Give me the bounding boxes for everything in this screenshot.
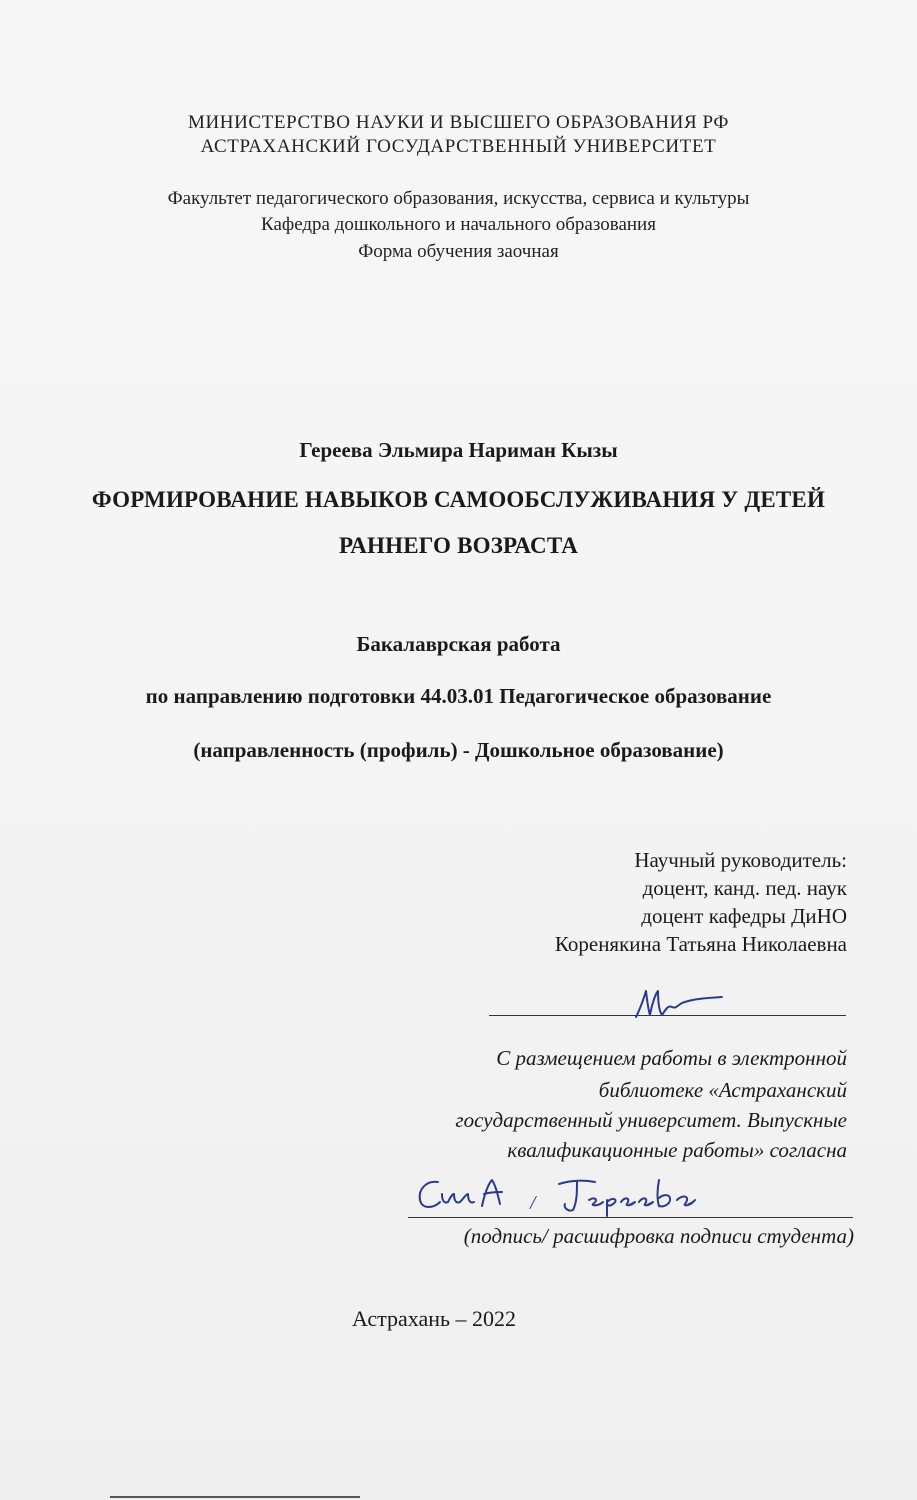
supervisor-position: доцент кафедры ДиНО [641,904,847,928]
ministry-name: МИНИСТЕРСТВО НАУКИ И ВЫСШЕГО ОБРАЗОВАНИЯ РФ [187,112,730,133]
thesis-title-line1: ФОРМИРОВАНИЕ НАВЫКОВ САМООБСЛУЖИВАНИЯ У ДЕТЕЙ [91,487,826,512]
student-name-handwritten [555,1172,715,1218]
supervisor-label: Научный руководитель: [634,848,847,872]
consent-line3: государственный университет. Выпускные [455,1108,847,1132]
study-direction: по направлению подготовки 44.03.01 Педагогическое образование [145,684,772,708]
consent-line1: С размещением работы в электронной [496,1046,847,1070]
consent-line4: квалификационные работы» согласна [507,1138,847,1162]
work-type: Бакалаврская работа [356,632,561,656]
student-signature [412,1172,522,1218]
university-name: АСТРАХАНСКИЙ ГОСУДАРСТВЕННЫЙ УНИВЕРСИТЕТ [200,136,717,157]
page-edge-shadow [110,1496,360,1498]
city-year: Астрахань – 2022 [352,1306,517,1331]
department-name: Кафедра дошкольного и начального образования [261,214,656,235]
study-form: Форма обучения заочная [358,241,559,262]
supervisor-degree: доцент, канд. пед. наук [642,876,847,900]
thesis-title-line2: РАННЕГО ВОЗРАСТА [338,533,579,558]
consent-line2: библиотеке «Астраханский [598,1078,847,1102]
faculty-name: Факультет педагогического образования, искусства, сервиса и культуры [167,188,750,209]
study-profile: (направленность (профиль) - Дошкольное образование) [193,738,724,762]
supervisor-signature [630,985,730,1025]
signature-caption: (подпись/ расшифровка подписи студента) [463,1224,854,1248]
supervisor-name: Коренякина Татьяна Николаевна [554,932,847,956]
author-name: Гереева Эльмира Нариман Кызы [299,438,618,462]
signature-separator: / [530,1192,536,1214]
